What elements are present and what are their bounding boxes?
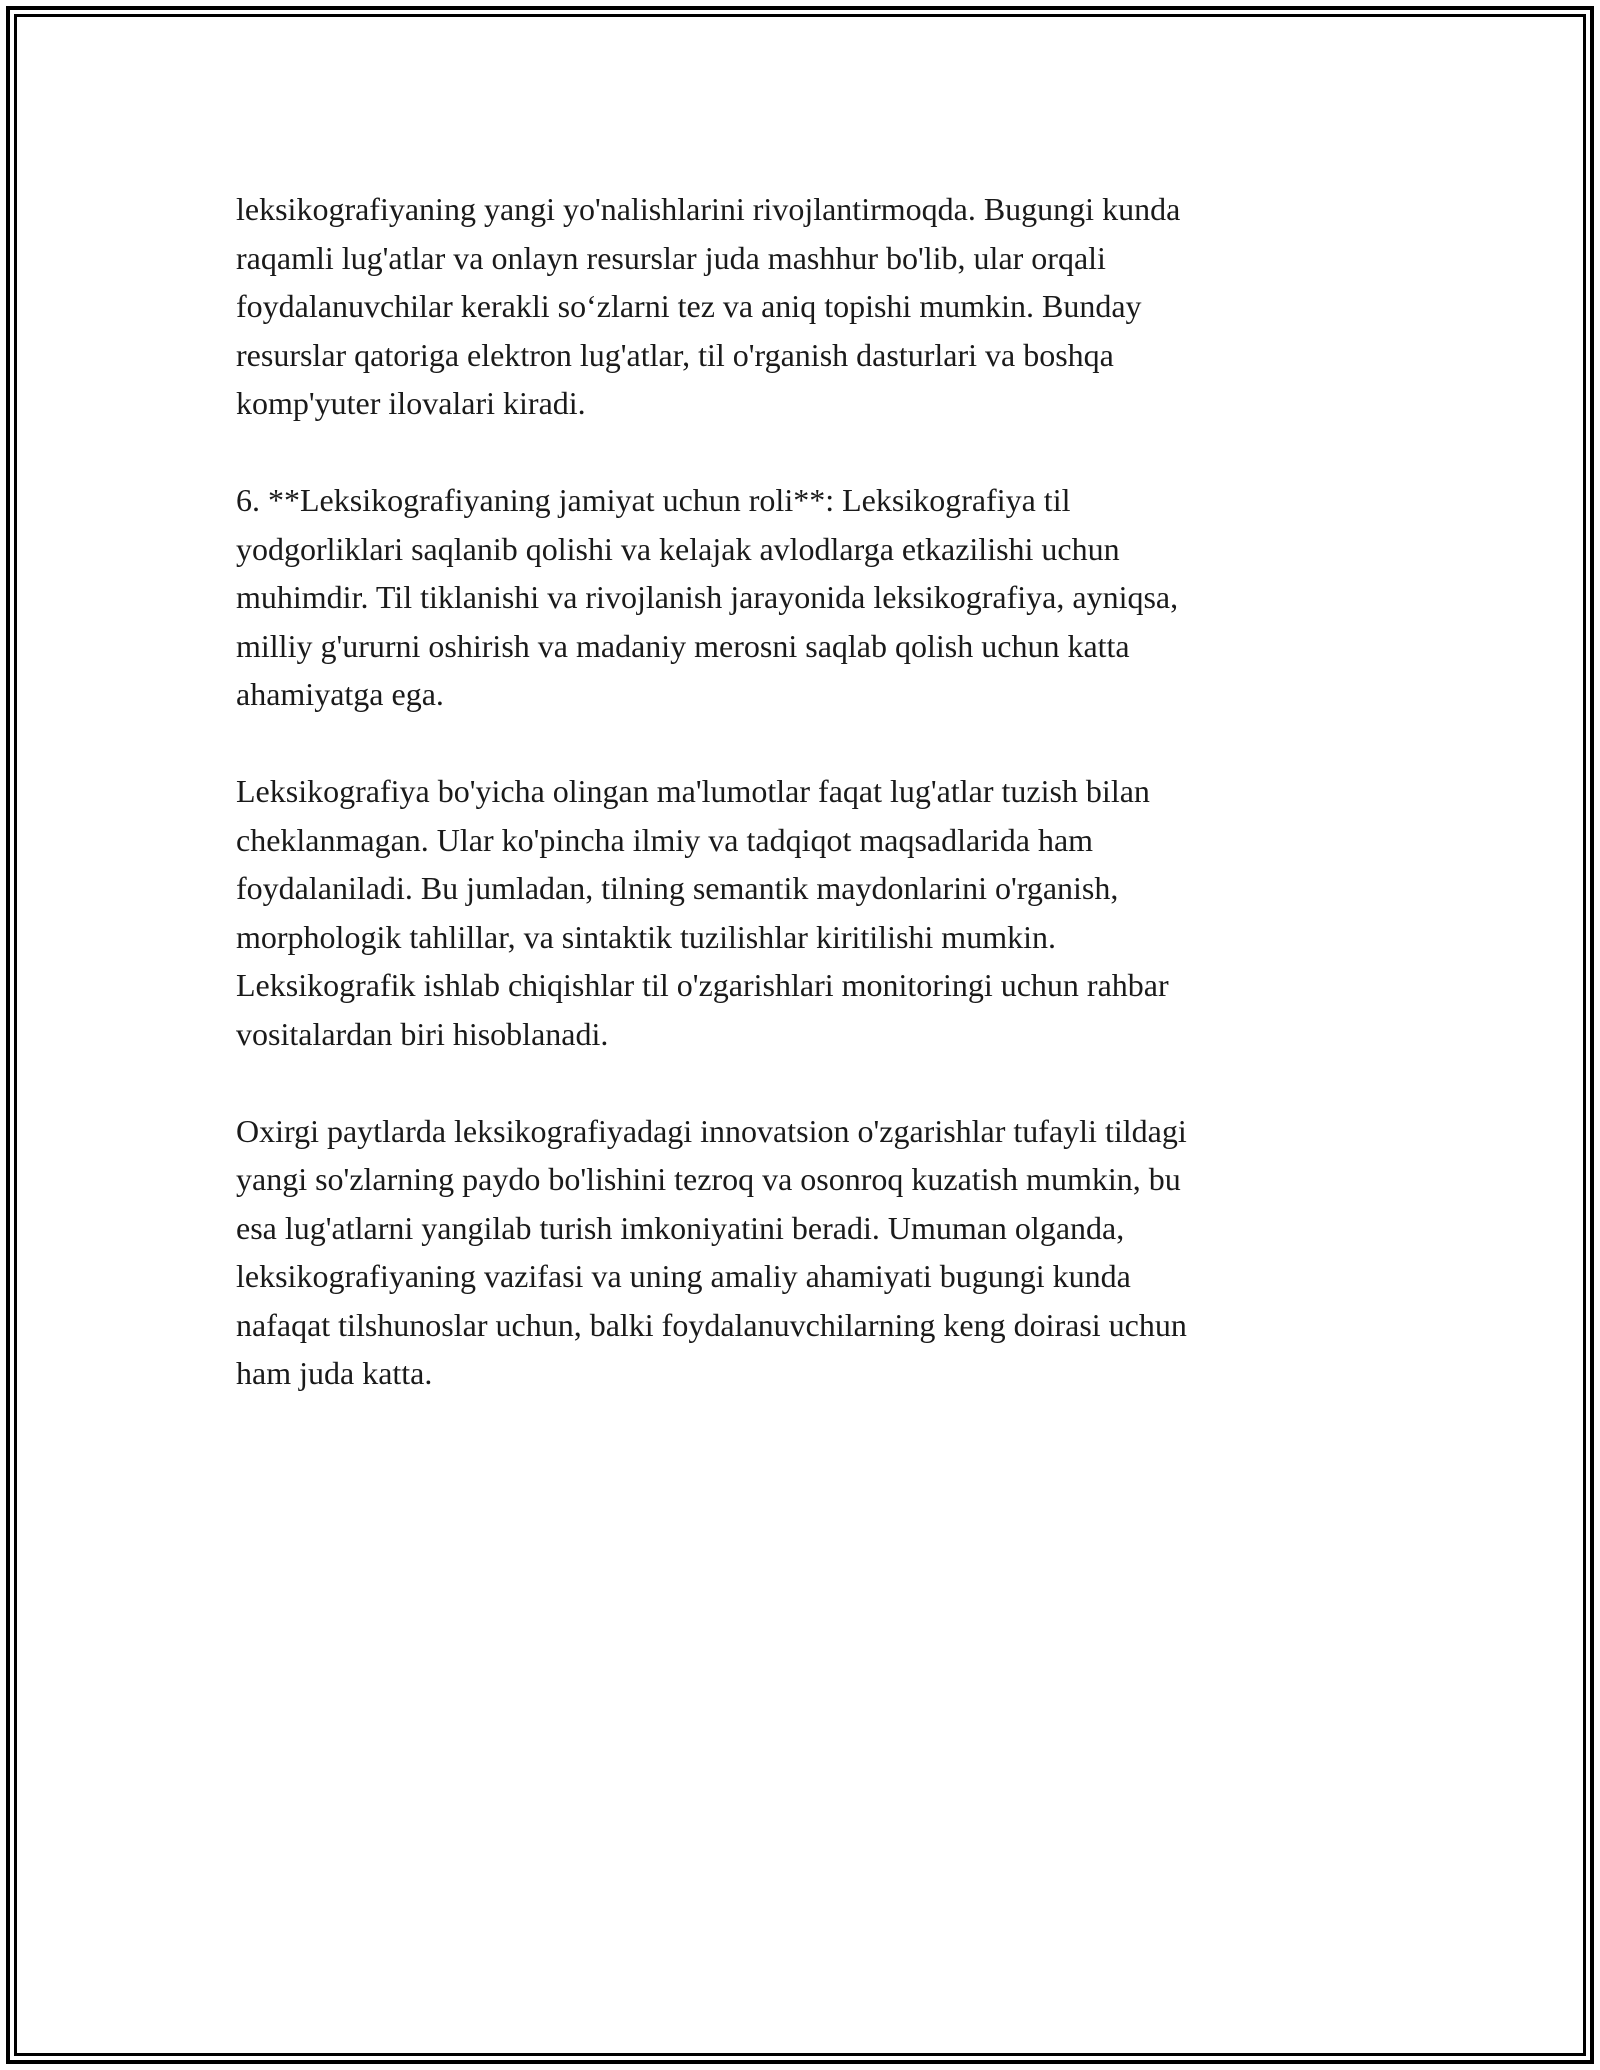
paragraph-gap [236,428,1356,477]
paragraph-gap [236,1058,1356,1107]
document-body [236,185,1356,1398]
paragraph-1: leksikografiyaning yangi yo'nalishlarini rivojlantirmoqda. Bugungi kunda raqamli lug'atlar va onlayn resurslar juda mashhur bo'lib, ular orqali foydalanuvchilar kerakli so‘zlarni tez va aniq topishi mumkin. Bunday resurslar qatoriga elektron lug'atlar, til o'rganish dasturlari va boshqa komp'yuter ilovalari kiradi. [236,191,1181,421]
paragraph-gap [236,719,1356,768]
paragraph-2: 6. **Leksikografiyaning jamiyat uchun roli**: Leksikografiya til yodgorliklari saqlanib qolishi va kelajak avlodlarga etkazilishi uchun muhimdir. Til tiklanishi va rivojlanish jarayonida leksikografiya, ayniqsa, milliy g'ururni oshirish va madaniy merosni saqlab qolish uchun katta ahamiyatga ega. [236,482,1179,712]
paragraph-4: Oxirgi paytlarda leksikografiyadagi innovatsion o'zgarishlar tufayli tildagi yangi so'zlarning paydo bo'lishini tezroq va osonroq kuzatish mumkin, bu esa lug'atlarni yangilab turish imkoniyatini beradi. Umuman olganda, leksikografiyaning vazifasi va uning amaliy ahamiyati bugungi kunda nafaqat tilshunoslar uchun, balki foydalanuvchilarning keng doirasi uchun ham juda katta. [236,1112,1187,1391]
paragraph-3: Leksikografiya bo'yicha olingan ma'lumotlar faqat lug'atlar tuzish bilan cheklanmagan. Ular ko'pincha ilmiy va tadqiqot maqsadlarida ham foydalaniladi. Bu jumladan, tilning semantik maydonlarini o'rganish, morphologik tahlillar, va sintaktik tuzilishlar kiritilishi mumkin. Leksikografik ishlab chiqishlar til o'zgarishlari monitoringi uchun rahbar vositalardan biri hisoblanadi. [236,773,1169,1052]
